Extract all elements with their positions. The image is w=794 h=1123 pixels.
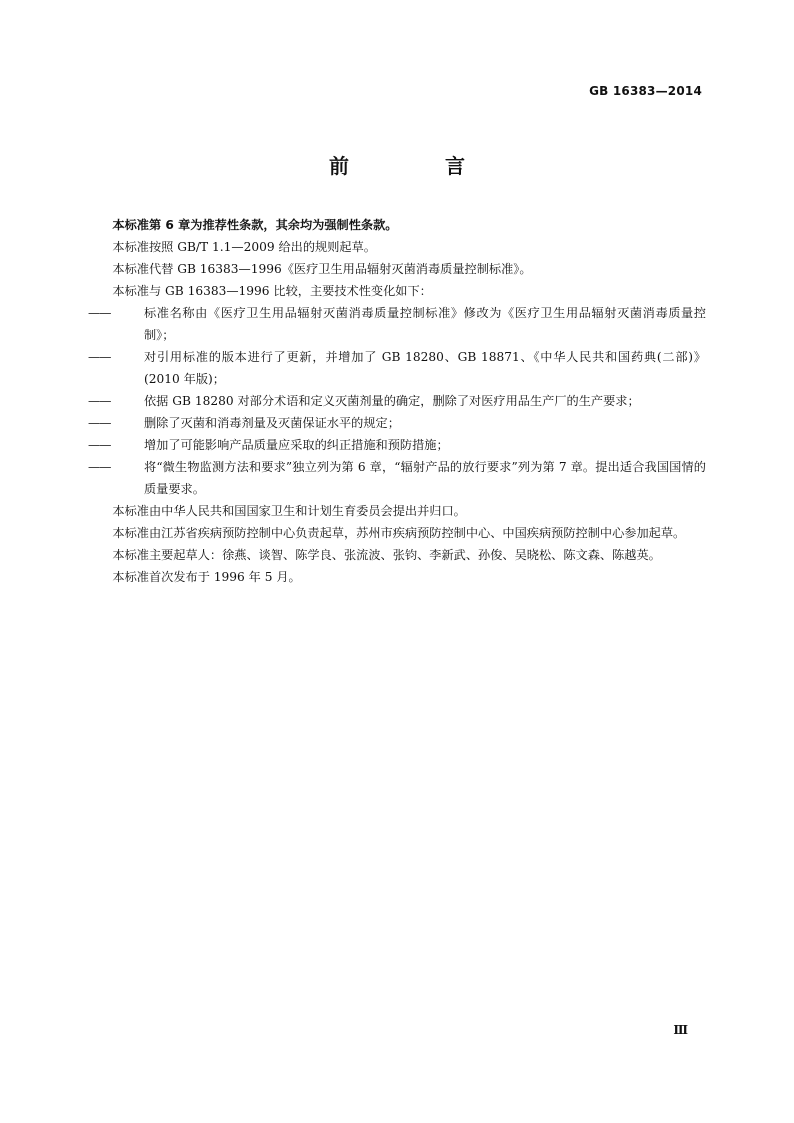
paragraph-replaces: 本标准代替 GB 16383—1996《医疗卫生用品辐射灭菌消毒质量控制标准》。 [112,262,532,276]
paragraph-drafting-rules: 本标准按照 GB/T 1.1—2009 给出的规则起草。 [112,240,376,254]
changes-list [88,302,706,500]
list-item-text: 对引用标准的版本进行了更新，并增加了 GB 18280、GB 18871、《中华人民共和国药典(二部)》(2010 年版)； [144,350,706,386]
dash-marker: —— [88,460,111,474]
page-title: 前 言 [329,154,503,178]
foreword-body [88,214,706,588]
paragraph-changes-intro: 本标准与 GB 16383—1996 比较，主要技术性变化如下： [112,284,432,298]
dash-marker: —— [88,350,111,364]
dash-marker: —— [88,394,111,408]
paragraph-drafting-units: 本标准由江苏省疾病预防控制中心负责起草，苏州市疾病预防控制中心、中国疾病预防控制中心参加起草。 [112,526,686,540]
standard-number: GB 16383—2014 [589,84,702,98]
list-item [88,302,706,346]
dash-marker: —— [88,416,111,430]
list-item-text: 依据 GB 18280 对部分术语和定义灭菌剂量的确定，删除了对医疗用品生产厂的生产要求； [144,394,640,408]
list-item-text: 将“微生物监测方法和要求”独立列为第 6 章，“辐射产品的放行要求”列为第 7 章。提出适合我国国情的质量要求。 [144,460,706,496]
list-item [88,456,706,500]
paragraph-proposer: 本标准由中华人民共和国国家卫生和计划生育委员会提出并归口。 [112,504,466,518]
paragraph-mandatory-clause: 本标准第 6 章为推荐性条款，其余均为强制性条款。 [112,218,398,232]
list-item-text: 删除了灭菌和消毒剂量及灭菌保证水平的规定； [144,416,400,430]
list-item [88,390,706,412]
paragraph-first-release: 本标准首次发布于 1996 年 5 月。 [112,570,301,584]
list-item [88,434,706,456]
list-item [88,412,706,434]
list-item-text: 标准名称由《医疗卫生用品辐射灭菌消毒质量控制标准》修改为《医疗卫生用品辐射灭菌消毒质量控制》； [144,306,706,342]
list-item-text: 增加了可能影响产品质量应采取的纠正措施和预防措施； [144,438,449,452]
page-number: Ⅲ [673,1023,688,1037]
paragraph-drafters: 本标准主要起草人：徐燕、谈智、陈学良、张流波、张钧、李新武、孙俊、吴晓松、陈文森、陈越英。 [112,548,661,562]
dash-marker: —— [88,306,111,320]
list-item [88,346,706,390]
dash-marker: —— [88,438,111,452]
